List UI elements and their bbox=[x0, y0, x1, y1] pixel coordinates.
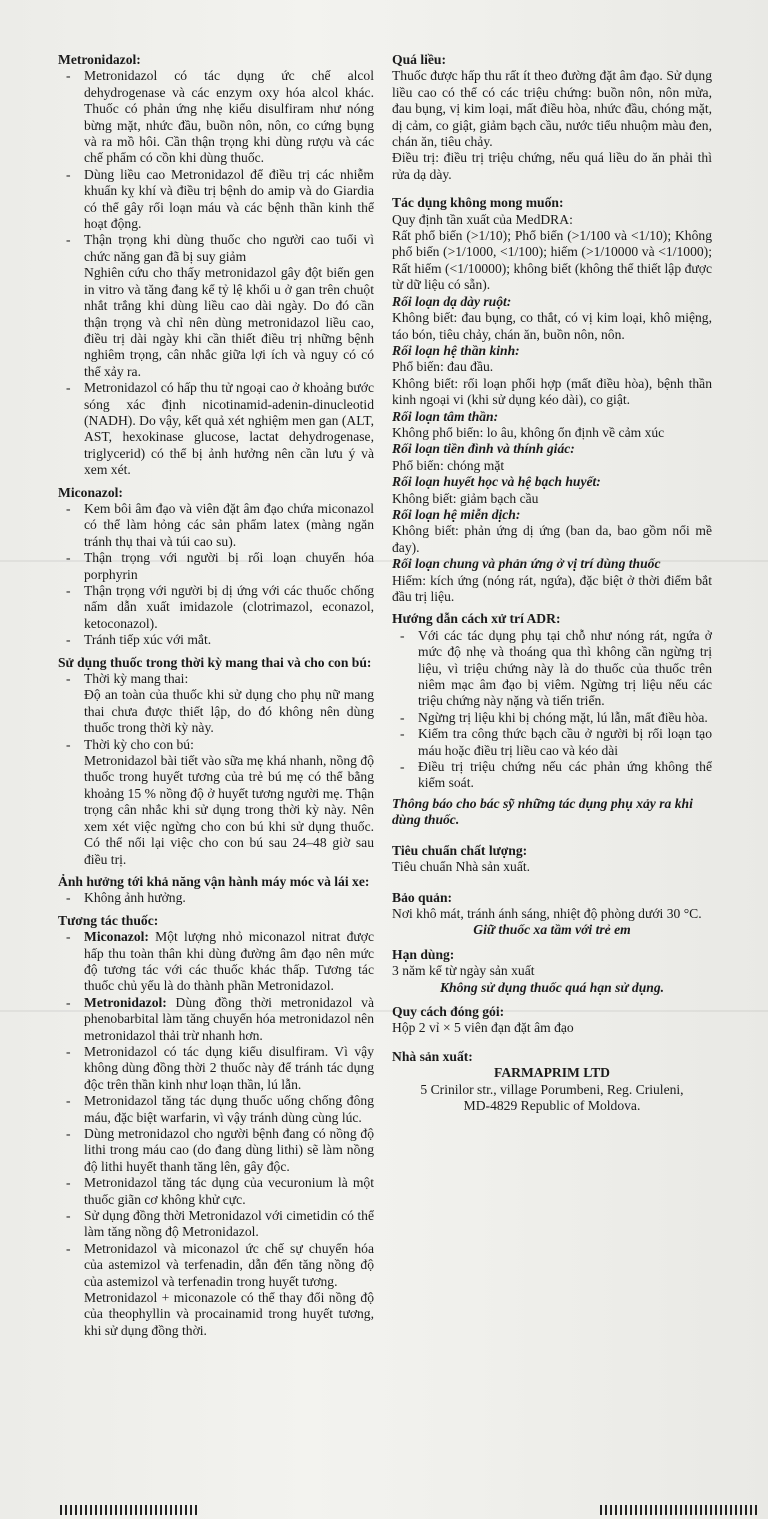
maker-name: FARMAPRIM LTD bbox=[494, 1065, 610, 1081]
adverse-heading: Tác dụng không mong muốn: bbox=[392, 195, 564, 211]
group-text: Phổ biến: đau đầu. Không biết: rối loạn phối hợp (mất điều hòa), bệnh thần kinh ngoại vi (khi sử dụng kéo dài), co giật. bbox=[392, 359, 712, 408]
pack-text: Hộp 2 vỉ × 5 viên đạn đặt âm đạo bbox=[392, 1020, 574, 1036]
item-text: Dùng metronidazol cho người bệnh đang có nồng độ lithi trong máu cao (do đang dùng lithi) sẽ làm nồng độ lithi huyết thanh tăng lên, gây độc. bbox=[84, 1126, 374, 1174]
list-item bbox=[58, 1044, 374, 1093]
list-item: - Thời kỳ cho con bú: bbox=[58, 737, 374, 753]
list-item bbox=[58, 1093, 374, 1126]
item-lead: Miconazol: bbox=[84, 929, 149, 945]
right-column bbox=[392, 52, 712, 1114]
quality-text: Tiêu chuẩn Nhà sản xuất. bbox=[392, 859, 531, 875]
maker-address-line2: MD-4829 Republic of Moldova. bbox=[463, 1097, 641, 1113]
storage-heading: Bảo quản: bbox=[392, 889, 453, 905]
print-marks bbox=[600, 1505, 760, 1515]
group-title: Rối loạn huyết học và hệ bạch huyết: bbox=[392, 474, 601, 490]
storage-text: Nơi khô mát, tránh ánh sáng, nhiệt độ phòng dưới 30 °C. bbox=[392, 905, 702, 921]
miconazol-heading: Miconazol: bbox=[58, 484, 123, 500]
list-item: - Kem bôi âm đạo và viên đặt âm đạo chứa miconazol có thể làm hỏng các sản phẩm latex (màng ngăn tránh thụ thai và túi cao su). bbox=[58, 501, 374, 550]
list-item bbox=[58, 929, 374, 995]
pregnancy-text: Độ an toàn của thuốc khi sử dụng cho phụ nữ mang thai chưa được thiết lập, do đó không nên dùng thuốc trong thời kỳ này. bbox=[84, 687, 374, 736]
adr-notice: Thông báo cho bác sỹ những tác dụng phụ xảy ra khi dùng thuốc. bbox=[392, 795, 693, 828]
group-title: Rối loạn hệ miễn dịch: bbox=[392, 506, 521, 522]
item-text: Metronidazol tăng tác dụng của vecuronium là một thuốc giãn cơ không khử cực. bbox=[84, 1175, 374, 1207]
list-item: - Ngừng trị liệu khi bị chóng mặt, lú lẫn, mất điều hòa. bbox=[392, 710, 712, 726]
list-item: Nghiên cứu cho thấy metronidazol gây đột biến gen in vitro và tăng đang kể tỷ lệ khối u ở gan trên chuột nhắt trắng khi dùng liều cao dài ngày. Do đó cần thận trọng và chỉ nên dùng metronidazol liều cao, điều trị dài ngày khi cần thiết điều trị những bệnh nghiêm trọng, cân nhắc giữa lợi ích và nguy có có thể xảy ra. bbox=[84, 265, 374, 379]
group-title: Rối loạn tiền đình và thính giác: bbox=[392, 441, 575, 457]
list-item: - Tránh tiếp xúc với mắt. bbox=[58, 632, 374, 648]
adverse-frequency: Rất phổ biến (>1/10); Phổ biến (>1/100 và <1/10); Không phổ biến (>1/1000, <1/100); hiếm (>1/10000 và <1/1000); Rất hiếm (<1/10000); không biết (không thể thiết lập được từ dữ liệu có sẵn). bbox=[392, 228, 712, 293]
adverse-intro: Quy định tần xuất của MedDRA: bbox=[392, 211, 573, 227]
list-item: - Với các tác dụng phụ tại chỗ như nóng rát, ngứa ở mức độ nhẹ và thoáng qua thì không cần ngừng trị liệu, vì triệu chứng này là do thuốc của thuốc trên niêm mạc âm đạo bị viêm. Ngừng trị liệu nếu các triệu chứng này nặng và tiến triển. bbox=[392, 628, 712, 710]
driving-list bbox=[58, 890, 374, 906]
list-item: - Dùng liều cao Metronidazol để điều trị các nhiễm khuẩn kỵ khí và điều trị bệnh do amip và do Giardia có thể gây rối loạn máu và các bệnh thần kinh thể hoạt động. bbox=[58, 167, 374, 233]
pack-heading: Quy cách đóng gói: bbox=[392, 1003, 505, 1019]
pregnancy-heading: Sử dụng thuốc trong thời kỳ mang thai và cho con bú: bbox=[58, 654, 372, 670]
list-item: - Metronidazol có tác dụng ức chế alcol dehydrogenase và các enzym oxy hóa alcol khác. Thuốc có phản ứng nhẹ kiểu disulfiram như nóng bừng mặt, nhức đầu, buồn nôn, nôn, co cứng bụng và ra mồ hôi. Cần thận trọng khi dùng rượu và các chế phẩm có cồn khi dùng thuốc. bbox=[58, 68, 374, 166]
overdose-heading: Quá liều: bbox=[392, 52, 447, 67]
list-item: - Thận trọng khi dùng thuốc cho người cao tuổi vì chức năng gan đã bị suy giảm bbox=[58, 232, 374, 265]
group-text: Không biết: đau bụng, co thắt, có vị kim loại, khô miệng, táo bón, tiêu chảy, chán ăn, buồn nôn, nôn. bbox=[392, 310, 712, 342]
list-item bbox=[58, 1208, 374, 1241]
list-item: - Kiểm tra công thức bạch cầu ở người bị rối loạn tạo máu hoặc điều trị liều cao và kéo dài bbox=[392, 726, 712, 759]
item-lead: Metronidazol: bbox=[84, 994, 167, 1010]
metronidazol-heading: Metronidazol: bbox=[58, 52, 141, 67]
overdose-treatment: Điều trị: điều trị triệu chứng, nếu quá liều do ăn phải thì rửa dạ dày. bbox=[392, 150, 712, 182]
group-text: Phổ biến: chóng mặt bbox=[392, 457, 505, 473]
list-item: - Thận trọng với người bị dị ứng với các thuốc chống nấm dẫn xuất imidazole (clotrimazol, econazol, ketoconazol). bbox=[58, 583, 374, 632]
list-item bbox=[58, 1126, 374, 1175]
group-text: Không biết: giảm bạch cầu bbox=[392, 490, 539, 506]
lactation-list bbox=[58, 737, 374, 753]
lactation-text: Metronidazol bài tiết vào sữa mẹ khá nhanh, nồng độ thuốc trong huyết tương của trẻ bú mẹ có thể bằng khoảng 15 % nồng độ ở huyết tương người mẹ. Thận trọng cân nhắc khi sử dụng trong thời kỳ này. Nên xem xét việc ngừng cho con bú khi sử dụng thuốc. Có thể nối lại việc cho con bú sau 24–48 giờ sau điều trị. bbox=[84, 753, 374, 867]
list-item: - Điều trị triệu chứng nếu các phản ứng không thể kiểm soát. bbox=[392, 759, 712, 792]
driving-heading: Ảnh hưởng tới khả năng vận hành máy móc và lái xe: bbox=[58, 873, 370, 889]
item-text: Dùng đồng thời metronidazol và phenobarbital làm tăng chuyển hóa metronidazol nên metronidazol thải trừ nhanh hơn. bbox=[84, 994, 374, 1043]
item-text: Metronidazol và miconazol ức chế sự chuyển hóa của astemizol và terfenadin, dẫn đến tăng nồng độ của astemizol và terfenadin trong huyết tương. bbox=[84, 1240, 374, 1289]
expiry-heading: Hạn dùng: bbox=[392, 946, 455, 962]
group-title: Rối loạn dạ dày ruột: bbox=[392, 293, 512, 309]
item-text: Sử dụng đồng thời Metronidazol với cimetidin có thể làm tăng nồng độ Metronidazol. bbox=[84, 1208, 374, 1240]
list-item bbox=[58, 995, 374, 1044]
list-item: - Không ảnh hưởng. bbox=[58, 890, 374, 906]
list-item: - Metronidazol có hấp thu tử ngoại cao ở khoảng bước sóng xác định nicotinamid-adenin-dinucleotid (NADH). Do vậy, kết quả xét nghiệm men gan (ALT, AST, hexokinase glucose, lactat dehydrogenase, triglycerid) có thể bị ảnh hưởng nên cần lưu ý và xem xét. bbox=[58, 380, 374, 478]
overdose-text: Thuốc được hấp thu rất ít theo đường đặt âm đạo. Sử dụng liều cao có thể có các triệu chứng: buồn nôn, nôn mửa, đau bụng, vị kim loại, mất điều hòa, nhức đầu, chóng mặt, dị cảm, co giật, giảm bạch cầu, nước tiểu nhuộm màu đen, chán ăn, tiêu chảy. bbox=[392, 68, 712, 150]
maker-heading: Nhà sản xuất: bbox=[392, 1048, 473, 1064]
interactions-tail: Metronidazol + miconazole có thể thay đổi nồng độ của theophyllin và procainamid trong huyết tương, khi sử dụng đồng thời. bbox=[84, 1290, 374, 1338]
group-title: Rối loạn tâm thần: bbox=[392, 408, 499, 424]
list-item: - Thận trọng với người bị rối loạn chuyển hóa porphyrin bbox=[58, 550, 374, 583]
expiry-warning: Không sử dụng thuốc quá hạn sử dụng. bbox=[439, 979, 665, 995]
print-marks bbox=[60, 1505, 200, 1515]
miconazol-list bbox=[58, 501, 374, 649]
group-text: Không biết: phản ứng dị ứng (ban da, bao gồm nổi mề đay). bbox=[392, 523, 712, 555]
interactions-list bbox=[58, 929, 374, 1290]
list-item bbox=[58, 1241, 374, 1290]
interactions-heading: Tương tác thuốc: bbox=[58, 912, 159, 928]
maker-address-line1: 5 Crinilor str., village Porumbeni, Reg. Criuleni, bbox=[420, 1081, 684, 1097]
group-text: Hiếm: kích ứng (nóng rát, ngứa), đặc biệt ở thời điểm bắt đầu trị liệu. bbox=[392, 572, 712, 604]
group-title: Rối loạn chung và phản ứng ở vị trí dùng thuốc bbox=[392, 556, 661, 572]
item-text: Metronidazol tăng tác dụng thuốc uống chống đông máu, đặc biệt warfarin, vì vậy tránh dùng cùng lúc. bbox=[84, 1093, 374, 1125]
adr-heading: Hướng dẫn cách xử trí ADR: bbox=[392, 611, 561, 627]
list-item: - Thời kỳ mang thai: bbox=[58, 671, 374, 687]
item-text: Một lượng nhỏ miconazol nitrat được hấp thu toàn thân khi dùng đường âm đạo nên mức độ tương tác với các thuốc khác thấp. Tương tác thuốc chủ yếu là do thành phần Metronidazol. bbox=[84, 929, 374, 994]
list-item bbox=[58, 1175, 374, 1208]
group-title: Rối loạn hệ thần kinh: bbox=[392, 342, 520, 358]
expiry-text: 3 năm kể từ ngày sản xuất bbox=[392, 963, 535, 979]
item-text: Metronidazol có tác dụng kiểu disulfiram. Vì vậy không dùng đồng thời 2 thuốc này để tránh tác dụng độc trên thần kinh như loạn thần, lú lẫn. bbox=[84, 1043, 374, 1092]
metronidazol-list bbox=[58, 68, 374, 478]
storage-warning: Giữ thuốc xa tầm với trẻ em bbox=[473, 922, 631, 938]
left-column bbox=[58, 52, 374, 1339]
group-text: Không phổ biến: lo âu, không ổn định về cảm xúc bbox=[392, 424, 665, 440]
adr-list bbox=[392, 628, 712, 792]
quality-heading: Tiêu chuẩn chất lượng: bbox=[392, 842, 528, 858]
pregnancy-list bbox=[58, 671, 374, 687]
